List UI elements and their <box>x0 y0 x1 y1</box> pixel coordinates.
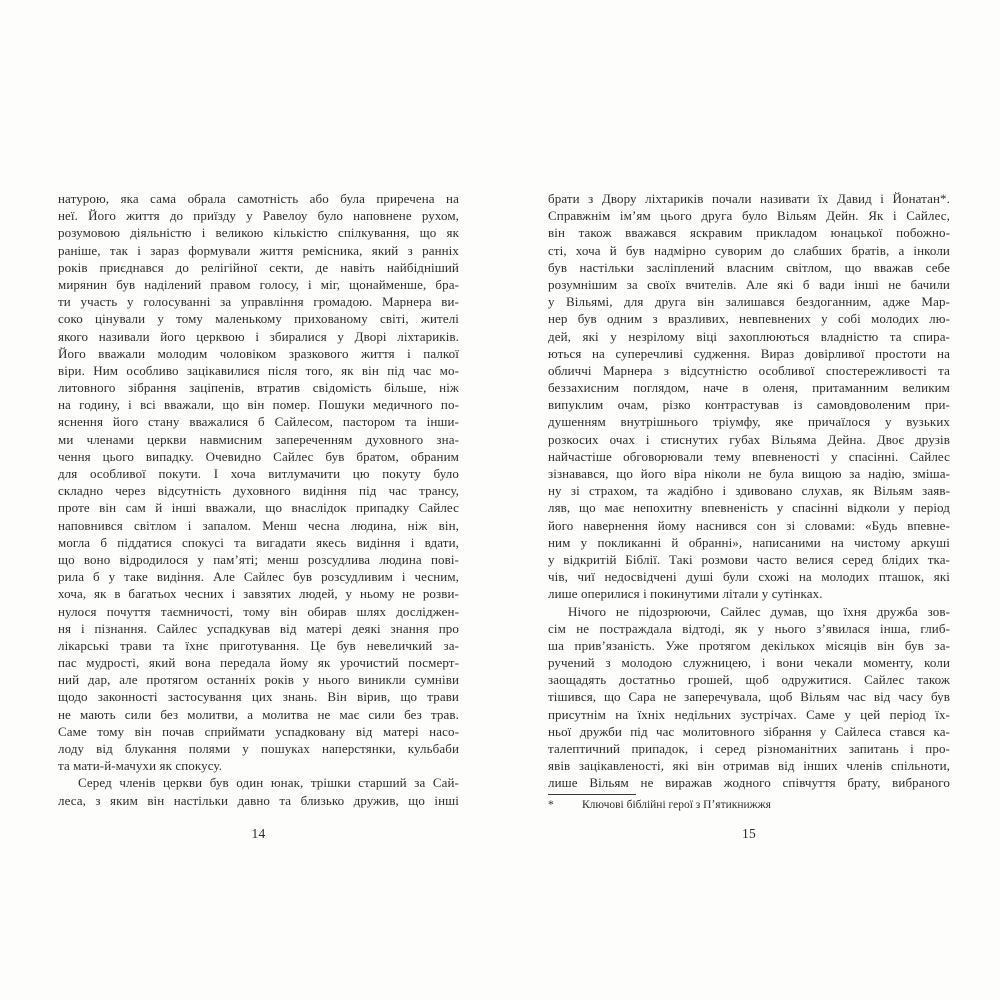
text-line: його навернення йому наснився сон зі словами: «Будь впевне- <box>548 517 950 533</box>
text-line: Саме тому він почав сприймати успадковану від матері насо- <box>58 723 459 739</box>
text-line: ручений з молодою служницею, і вони чекали моменту, коли <box>548 655 950 671</box>
text-line: явів зацікавленості, які він отримав від інших членів спільноти, <box>548 758 950 774</box>
text-line: сім не постраждала відтоді, як у нього зʼявилася інша, глиб- <box>548 620 950 636</box>
text-line: на годину, і всі вважали, що він помер. Пошуки медичного по- <box>58 397 459 413</box>
text-line: ти участь у голосуванні за управління громадою. Марнера ви- <box>58 294 459 310</box>
text-line: проте він сам й інші вважали, що внаслідок припадку Сайлес <box>58 500 459 516</box>
text-line: нулося почуття таємничості, тому він обирав шлях досліджен- <box>58 603 459 619</box>
text-line: Його вважали молодим чоловіком зразкового життя і палкої <box>58 345 459 361</box>
text-line: складно через відсутність духовного видіння під час трансу, <box>58 483 459 499</box>
text-line: Серед членів церкви був один юнак, трішки старший за Сай- <box>78 775 459 791</box>
text-line: та мати-й-мачухи як спокусу. <box>58 758 223 774</box>
text-line: рила б у таке видіння. Але Сайлес був розсудливим і чесним, <box>58 569 459 585</box>
footnote <box>548 794 950 813</box>
text-line: випуклим очам, різко контрастував із самовдоволеним при- <box>548 397 950 413</box>
text-line: віри. Ним особливо зацікавилися після того, як він під час мо- <box>58 362 459 378</box>
text-line: чів, чиї недосвідчені душі були схожі на молодих пташок, які <box>548 569 950 585</box>
text-line: мирянин був наділений правом голосу, і міг, щонайменше, бра- <box>58 276 459 292</box>
text-line: ним у покликанні й обранні», написаними на чистому аркуші <box>548 534 950 550</box>
text-line: чення цього випадку. Очевидно Сайлес був братом, обраним <box>58 448 459 464</box>
text-line: Справжнім імʼям цього друга було Вільям Дейн. Як і Сайлес, <box>548 208 950 224</box>
text-line: обличчі Марнера з відсутністю особливої спостережливості та <box>548 362 950 378</box>
text-line: ми членами церкви навмисним запереченням духовного зна- <box>58 431 459 447</box>
text-line: дей, які у незрілому віці захоплюються владністю та спира- <box>548 328 950 344</box>
text-line: нер був одним з вразливих, невпевнених у собі молодих лю- <box>548 311 950 327</box>
text-line: не мають сили без молитви, а молитва не має сили без трав. <box>58 706 459 722</box>
text-line: розумнішим за своїх вчителів. Але які б вади інші не бачили <box>548 276 950 292</box>
text-line: Нічого не підозрюючи, Сайлес думав, що їхня дружба зов- <box>568 603 950 619</box>
text-line: у відкритій Біблії. Такі розмови часто велися серед блідих тка- <box>548 551 950 567</box>
text-line: душенням внутрішнього тріумфу, яке причаїлося у вузьких <box>548 414 950 430</box>
text-line: для особливої покути. І хоча витлумачити цю покуту було <box>58 466 459 481</box>
text-line: могла б піддатися спокусі та вигадати якесь видіння і вдати, <box>58 534 459 550</box>
text-line: наповнився світлом і запалом. Менш чесна людина, ніж він, <box>58 517 459 533</box>
text-line: натурою, яка сама обрала самотність або була приречена на <box>58 191 459 206</box>
page-number-right: 15 <box>741 826 757 841</box>
text-line: він також вважався яскравим прикладом юнацької побожно- <box>548 225 950 241</box>
footnote-divider <box>548 794 636 795</box>
text-line: ний дар, але протягом останніх років у нього виникли сумніви <box>58 672 459 688</box>
text-line: неї. Його життя до приїзду у Равелоу було наповнене рухом, <box>58 208 459 224</box>
text-line: років приєднався до релігійної секти, де навіть найбідніший <box>58 259 459 275</box>
text-line: сті, хоча й був надмірно суворим до слабших братів, а інколи <box>548 242 950 258</box>
text-line: соко цінували у тому маленькому прихованому світі, жителі <box>58 311 459 327</box>
page-left <box>58 190 459 890</box>
text-line: беззахисним поглядом, наче в оленя, притаманним великим <box>548 380 950 396</box>
page-left-text <box>58 190 459 809</box>
text-line: литовного зібрання заціпенів, втратив свідомість більше, ніж <box>58 380 459 396</box>
text-line: талептичний припадок, і серед різноманітних запитань і про- <box>548 741 950 756</box>
text-line: ша привʼязаність. Уже протягом декількох місяців він був за- <box>548 637 950 653</box>
text-line: лише Вільям не виражав жодного співчуття брату, вибраного <box>548 775 950 791</box>
text-line: був настільки засліплений власним світлом, що вважав себе <box>548 259 950 275</box>
text-line: брати з Двору ліхтариків почали називати їх Давид і Йонатан*. <box>548 191 950 206</box>
text-line: хоча, як в багатьох чесних і завзятих людей, у ньому не розви- <box>58 586 459 602</box>
text-line: раніше, так і зараз формували життя ремісника, який з ранніх <box>58 242 459 258</box>
text-line: найчастіше обговорювали тему впевненості у спасінні. Сайлес <box>548 448 950 464</box>
text-line: ня і пізнання. Сайлес успадкував від матері деякі знання про <box>58 620 459 636</box>
text-line: яснення його стану вважалися б Сайлесом, пастором та інши- <box>58 414 459 430</box>
text-line: лише оперилися і покинутими літали у сутінках. <box>548 586 823 602</box>
page-number-left: 14 <box>251 826 266 841</box>
text-line: лоду від блукання полями у пошуках наперстянки, кульбаби <box>58 741 459 756</box>
text-line: зізнавався, що його віра ніколи не була вищою за надію, зміша- <box>548 466 950 481</box>
text-line: ються на суперечливі судження. Вираз довірливої простоти на <box>548 345 950 361</box>
footnote-marker: * <box>548 798 554 811</box>
text-line: тішився, що Сара не заперечувала, щоб Вільям час від часу був <box>548 689 950 705</box>
text-line: щодо законності застосування цих знань. Він вірив, що трави <box>58 689 459 705</box>
text-line: у Вільямі, для друга він залишався бездоганним, адже Мар- <box>548 294 950 310</box>
text-line: присутнім на їхніх недільних зустрічах. Саме у цей період їх- <box>548 706 950 722</box>
text-line: ньої дружби під час молитовного зібрання у Сайлеса стався ка- <box>548 723 950 739</box>
footnote-text: Ключові біблійні герої з Пʼятикнижжя <box>582 798 771 811</box>
text-line: якого називали його церквою і збиралися у Дворі ліхтариків. <box>58 328 459 344</box>
text-line: леса, з яким він настільки давно та близько дружив, що інші <box>58 792 459 808</box>
text-line: заощадять достатньо грошей, щоб одружитися. Сайлес також <box>548 672 950 688</box>
text-line: ну зі страхом, та жадібно і здивовано слухав, як Вільям заяв- <box>548 483 950 499</box>
text-line: розкосих очах і стиснутих губах Вільяма Дейна. Двоє друзів <box>548 431 950 447</box>
text-line: розумовою діяльністю і великою кількістю спілкування, що як <box>58 225 459 241</box>
text-line: ляв, що має непохитну впевненість у спасінні відколи у період <box>548 500 950 516</box>
page-right <box>548 190 950 890</box>
text-line: що воно відродилося у памʼяті; менш розсудлива людина пові- <box>58 551 459 567</box>
text-line: пас мудрості, який вона передала йому як урочистий посмерт- <box>58 655 459 671</box>
page-right-text <box>548 190 950 792</box>
text-line: лікарські трави та їхнє приготування. Це був невеличкий за- <box>58 637 459 653</box>
